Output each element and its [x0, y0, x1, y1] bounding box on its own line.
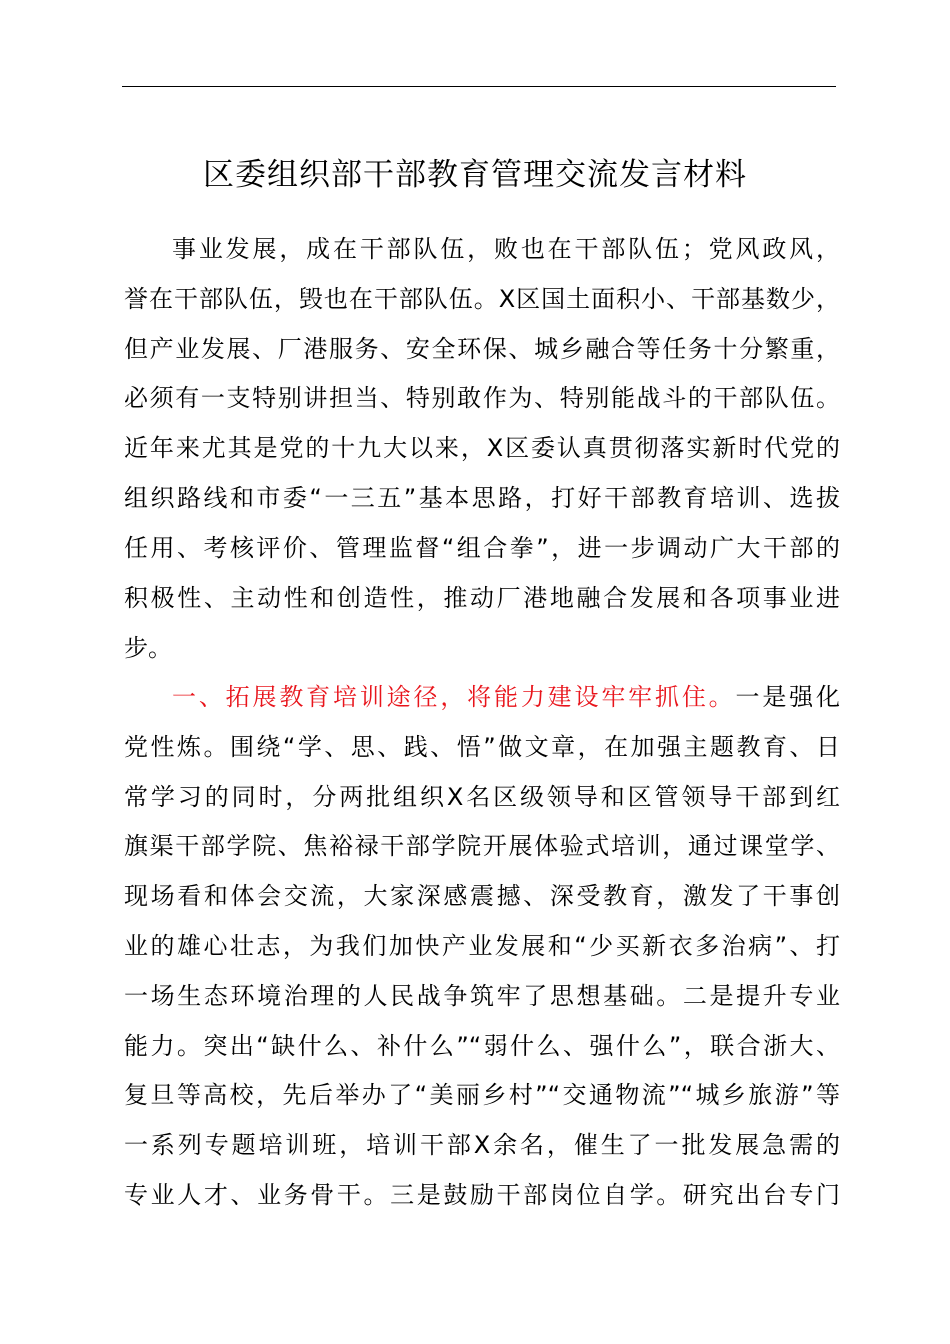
paragraph-line: 复旦等高校，先后举办了“美丽乡村”“交通物流”“城乡旅游”等	[124, 1081, 840, 1109]
paragraph-line: 誉在干部队伍，毁也在干部队伍。X区国土面积小、干部基数少，	[124, 285, 840, 313]
paragraph-line: 专业人才、业务骨干。三是鼓励干部岗位自学。研究出台专门	[124, 1181, 840, 1209]
top-rule	[122, 86, 836, 87]
paragraph-line: 旗渠干部学院、焦裕禄干部学院开展体验式培训，通过课堂学、	[124, 832, 840, 860]
section-heading-line	[172, 672, 840, 722]
paragraph-line: 业的雄心壮志，为我们加快产业发展和“少买新衣多治病”、打	[124, 932, 840, 960]
paragraph-line: 组织路线和市委“一三五”基本思路，打好干部教育培训、选拔	[124, 484, 840, 512]
document-title: 区委组织部干部教育管理交流发言材料	[203, 157, 747, 193]
paragraph-line: 党性炼。围绕“学、思、践、悟”做文章，在加强主题教育、日	[124, 733, 840, 761]
section-heading-tail: 一是强化	[735, 683, 840, 711]
paragraph-line: 现场看和体会交流，大家深感震撼、深受教育，激发了干事创	[124, 882, 840, 910]
paragraph-line: 积极性、主动性和创造性，推动厂港地融合发展和各项事业进	[124, 584, 840, 612]
paragraph-line: 常学习的同时，分两批组织X名区级领导和区管领导干部到红	[124, 783, 840, 811]
paragraph-line: 能力。突出“缺什么、补什么”“弱什么、强什么”，联合浙大、	[124, 1032, 840, 1060]
paragraph-line: 任用、考核评价、管理监督“组合拳”，进一步调动广大干部的	[124, 534, 840, 562]
section-heading: 一、拓展教育培训途径，将能力建设牢牢抓住。	[172, 683, 736, 711]
paragraph-line: 事业发展，成在干部队伍，败也在干部队伍；党风政风，	[172, 235, 840, 263]
paragraph-line: 步。	[124, 634, 172, 662]
paragraph-line: 一场生态环境治理的人民战争筑牢了思想基础。二是提升专业	[124, 982, 840, 1010]
paragraph-line: 一系列专题培训班，培训干部X余名，催生了一批发展急需的	[124, 1131, 840, 1159]
paragraph-line: 近年来尤其是党的十九大以来，X区委认真贯彻落实新时代党的	[124, 434, 840, 462]
paragraph-line: 但产业发展、厂港服务、安全环保、城乡融合等任务十分繁重，	[124, 335, 840, 363]
paragraph-line: 必须有一支特别讲担当、特别敢作为、特别能战斗的干部队伍。	[124, 384, 840, 412]
